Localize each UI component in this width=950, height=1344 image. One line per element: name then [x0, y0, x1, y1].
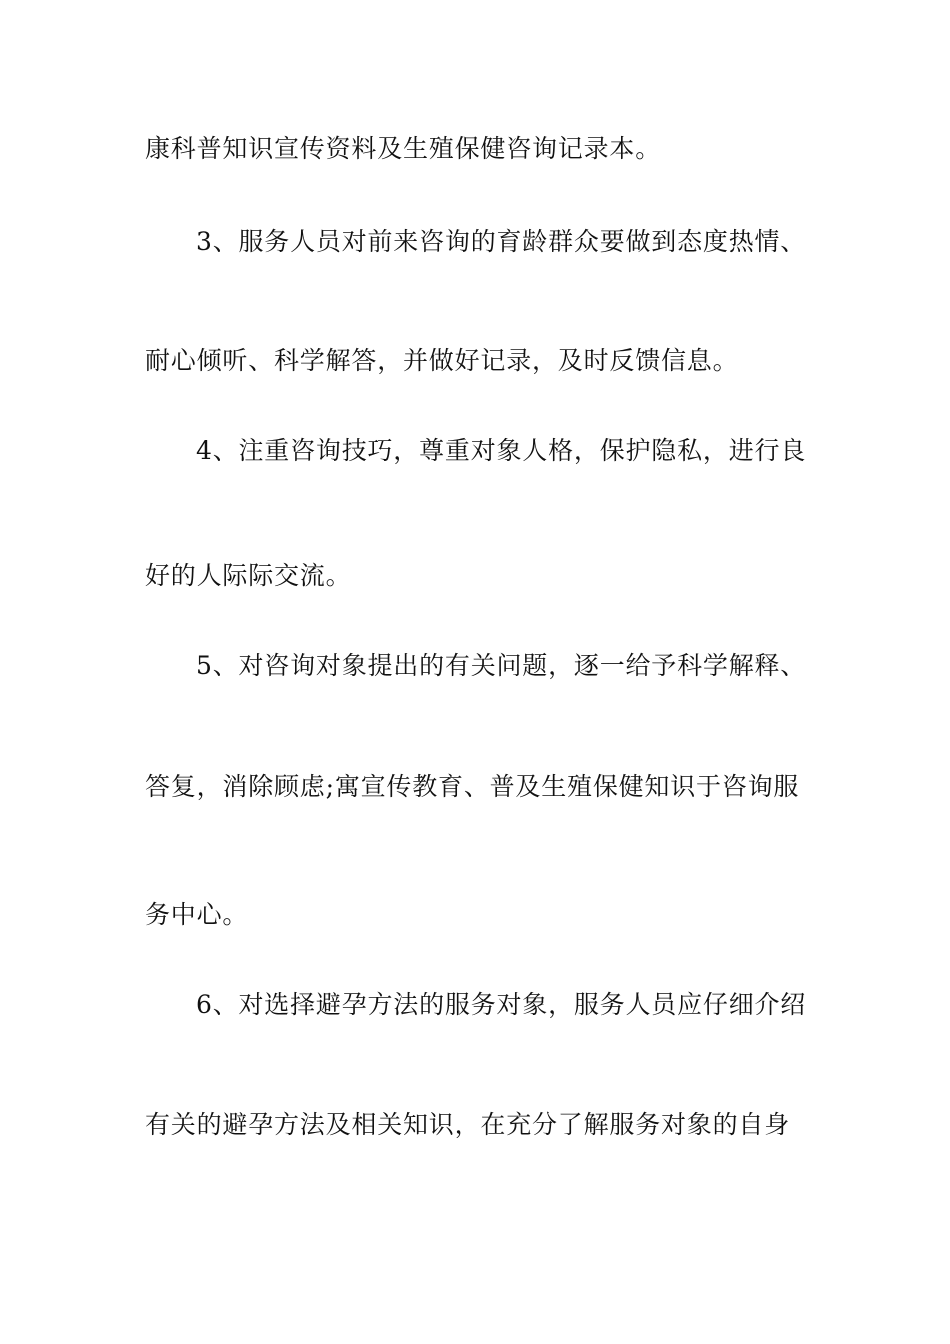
text-line: 耐心倾听、科学解答，并做好记录，及时反馈信息。 — [145, 346, 739, 375]
text-line: 答复，消除顾虑;寓宣传教育、普及生殖保健知识于咨询服 — [145, 772, 800, 801]
paragraph-6-line: 6、对选择避孕方法的服务对象，服务人员应仔细介绍 — [196, 990, 807, 1019]
text-line: 务中心。 — [145, 900, 249, 929]
paragraph-3-line: 3、服务人员对前来咨询的育龄群众要做到态度热情、 — [196, 227, 807, 256]
paragraph-5-line: 5、对咨询对象提出的有关问题，逐一给予科学解释、 — [196, 651, 807, 680]
text-line: 有关的避孕方法及相关知识，在充分了解服务对象的自身 — [145, 1110, 791, 1139]
text-line: 康科普知识宣传资料及生殖保健咨询记录本。 — [145, 134, 662, 163]
paragraph-4-line: 4、注重咨询技巧，尊重对象人格，保护隐私，进行良 — [196, 436, 807, 465]
text-line: 好的人际际交流。 — [145, 561, 352, 590]
